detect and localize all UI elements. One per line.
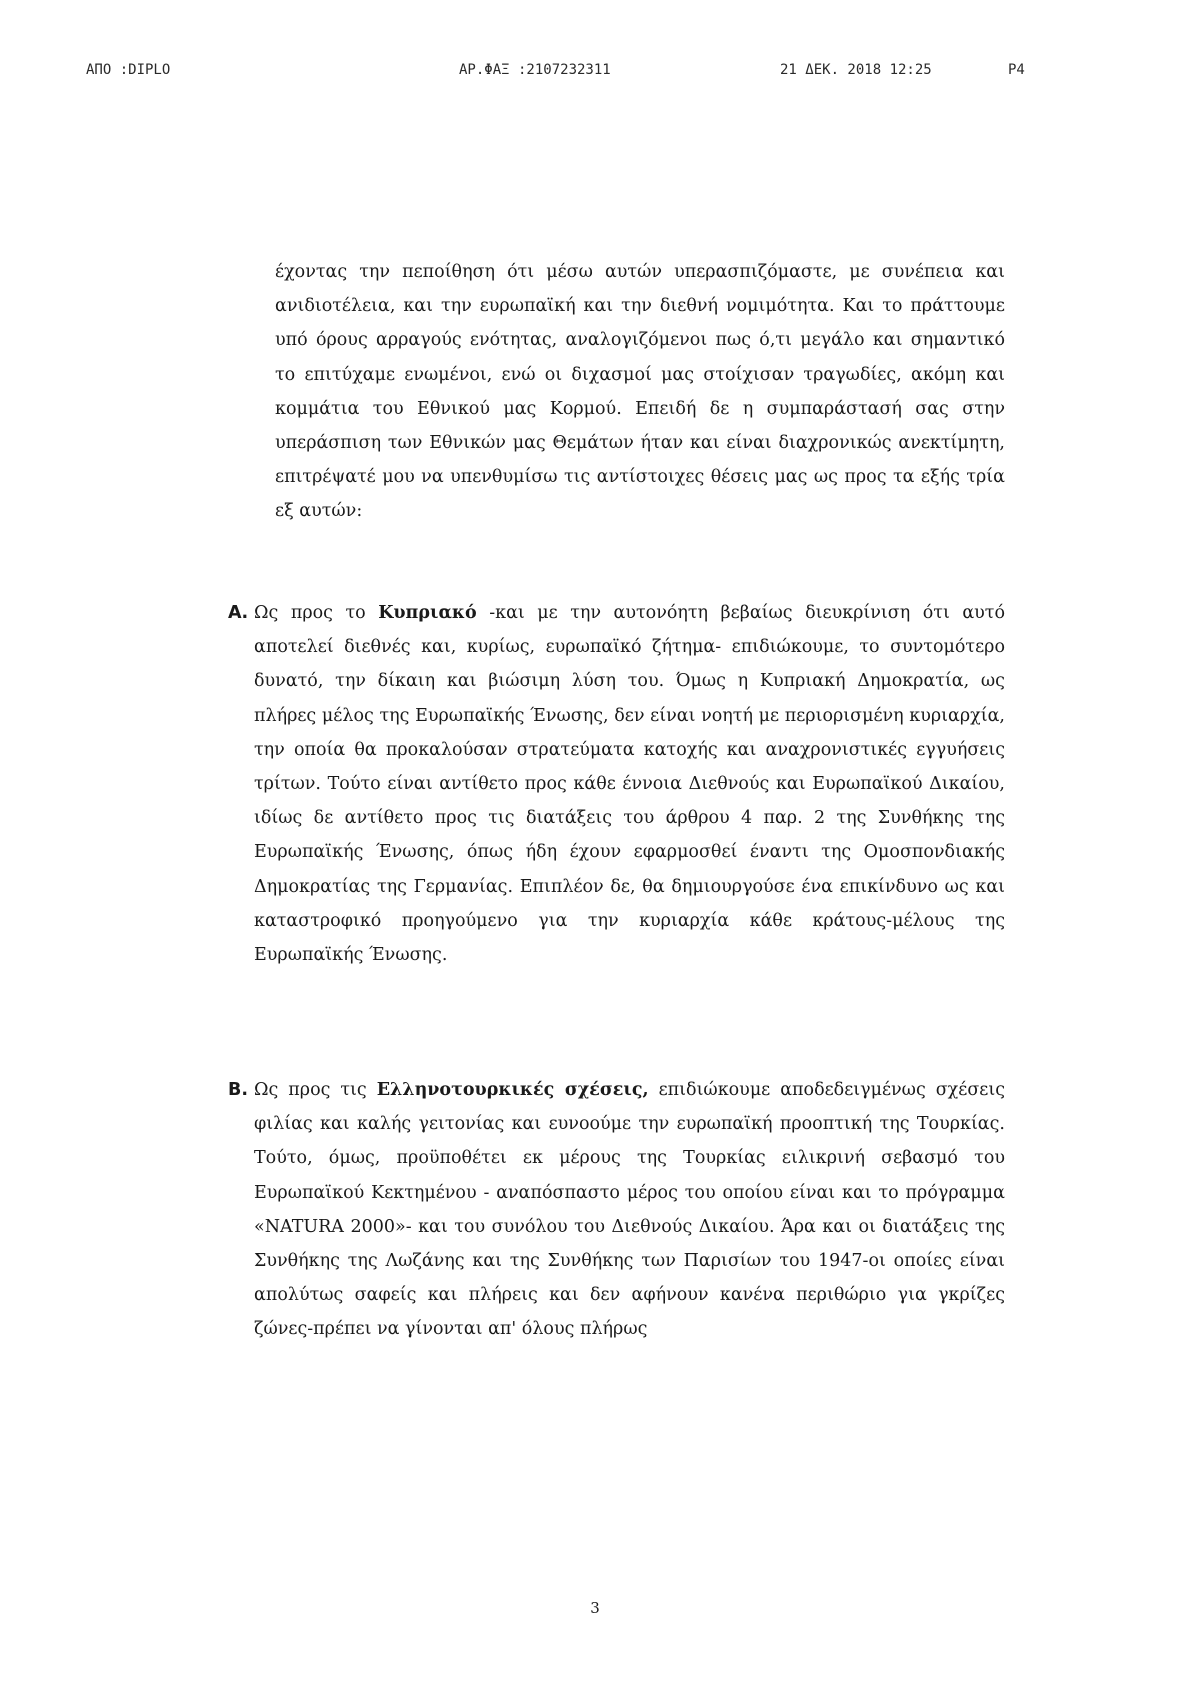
fax-sender: ΑΠΟ :DIPLO (86, 62, 171, 78)
list-marker-a: Α. (228, 603, 249, 623)
list-item-b-text (254, 1073, 1005, 1347)
item-b-subject: Ελληνοτουρκικές σχέσεις, (376, 1080, 649, 1100)
list-item-b (228, 1073, 1005, 1347)
list-item-a (228, 596, 1005, 972)
intro-paragraph: έχοντας την πεποίθηση ότι μέσω αυτών υπερασπιζόμαστε, με συνέπεια και ανιδιοτέλεια, και την ευρωπαϊκή και την διεθνή νομιμότητα. Και το πράττουμε υπό όρους αρραγούς ενότητας, αναλογιζόμενοι πως ό,τι μεγάλο και σημαντικό το επιτύχαμε ενωμένοι, ενώ οι διχασμοί μας στοίχισαν τραγωδίες, ακόμη και κομμάτια του Εθνικού μας Κορμού. Επειδή δε η συμπαράστασή σας στην υπεράσπιση των Εθνικών μας Θεμάτων ήταν και είναι διαχρονικώς ανεκτίμητη, επιτρέψατέ μου να υπενθυμίσω τις αντίστοιχες θέσεις μας ως προς τα εξής τρία εξ αυτών: (275, 262, 1005, 522)
item-a-subject: Κυπριακό (378, 603, 477, 623)
list-item-a-text (254, 596, 1005, 972)
item-a-lead: Ως προς το (254, 603, 379, 623)
fax-number: ΑΡ.ΦΑΞ :2107232311 (459, 62, 611, 78)
item-b-body: επιδιώκουμε αποδεδειγμένως σχέσεις φιλίας και καλής γειτονίας και ευνοούμε την ευρωπαϊκή προοπτική της Τουρκίας. Τούτο, όμως, προϋποθέτει εκ μέρους της Τουρκίας ειλικρινή σεβασμό του Ευρωπαϊκού Κεκτημένου - αναπόσπαστο μέρος του οποίου είναι και το πρόγραμμα «NATURA 2000»- και του συνόλου του Διεθνούς Δικαίου. Άρα και οι διατάξεις της Συνθήκης της Λωζάνης και της Συνθήκης των Παρισίων του 1947-οι οποίες είναι απολύτως σαφείς και πλήρεις και δεν αφήνουν κανένα περιθώριο για γκρίζες ζώνες-πρέπει να γίνονται απ' όλους πλήρως (254, 1080, 1006, 1340)
fax-page-label: Ρ4 (1008, 62, 1025, 78)
fax-datetime: 21 ΔΕΚ. 2018 12:25 (780, 62, 932, 78)
list-marker-b: Β. (228, 1080, 248, 1100)
item-a-body: -και με την αυτονόητη βεβαίως διευκρίνιση ότι αυτό αποτελεί διεθνές και, κυρίως, ευρωπαϊκό ζήτημα- επιδιώκουμε, το συντομότερο δυνατό, την δίκαιη και βιώσιμη λύση του. Όμως η Κυπριακή Δημοκρατία, ως πλήρες μέλος της Ευρωπαϊκής Ένωσης, δεν είναι νοητή με περιορισμένη κυριαρχία, την οποία θα προκαλούσαν στρατεύματα κατοχής και αναχρονιστικές εγγυήσεις τρίτων. Τούτο είναι αντίθετο προς κάθε έννοια Διεθνούς και Ευρωπαϊκού Δικαίου, ιδίως δε αντίθετο προς τις διατάξεις του άρθρου 4 παρ. 2 της Συνθήκης της Ευρωπαϊκής Ένωσης, όπως ήδη έχουν εφαρμοσθεί έναντι της Ομοσπονδιακής Δημοκρατίας της Γερμανίας. Επιπλέον δε, θα δημιουργούσε ένα επικίνδυνο ως και καταστροφικό προηγούμενο για την κυριαρχία κάθε κράτους-μέλους της Ευρωπαϊκής Ένωσης. (254, 603, 1005, 966)
item-b-lead: Ως προς τις (254, 1080, 377, 1100)
page-number: 3 (590, 1599, 600, 1617)
fax-header (86, 62, 1046, 84)
